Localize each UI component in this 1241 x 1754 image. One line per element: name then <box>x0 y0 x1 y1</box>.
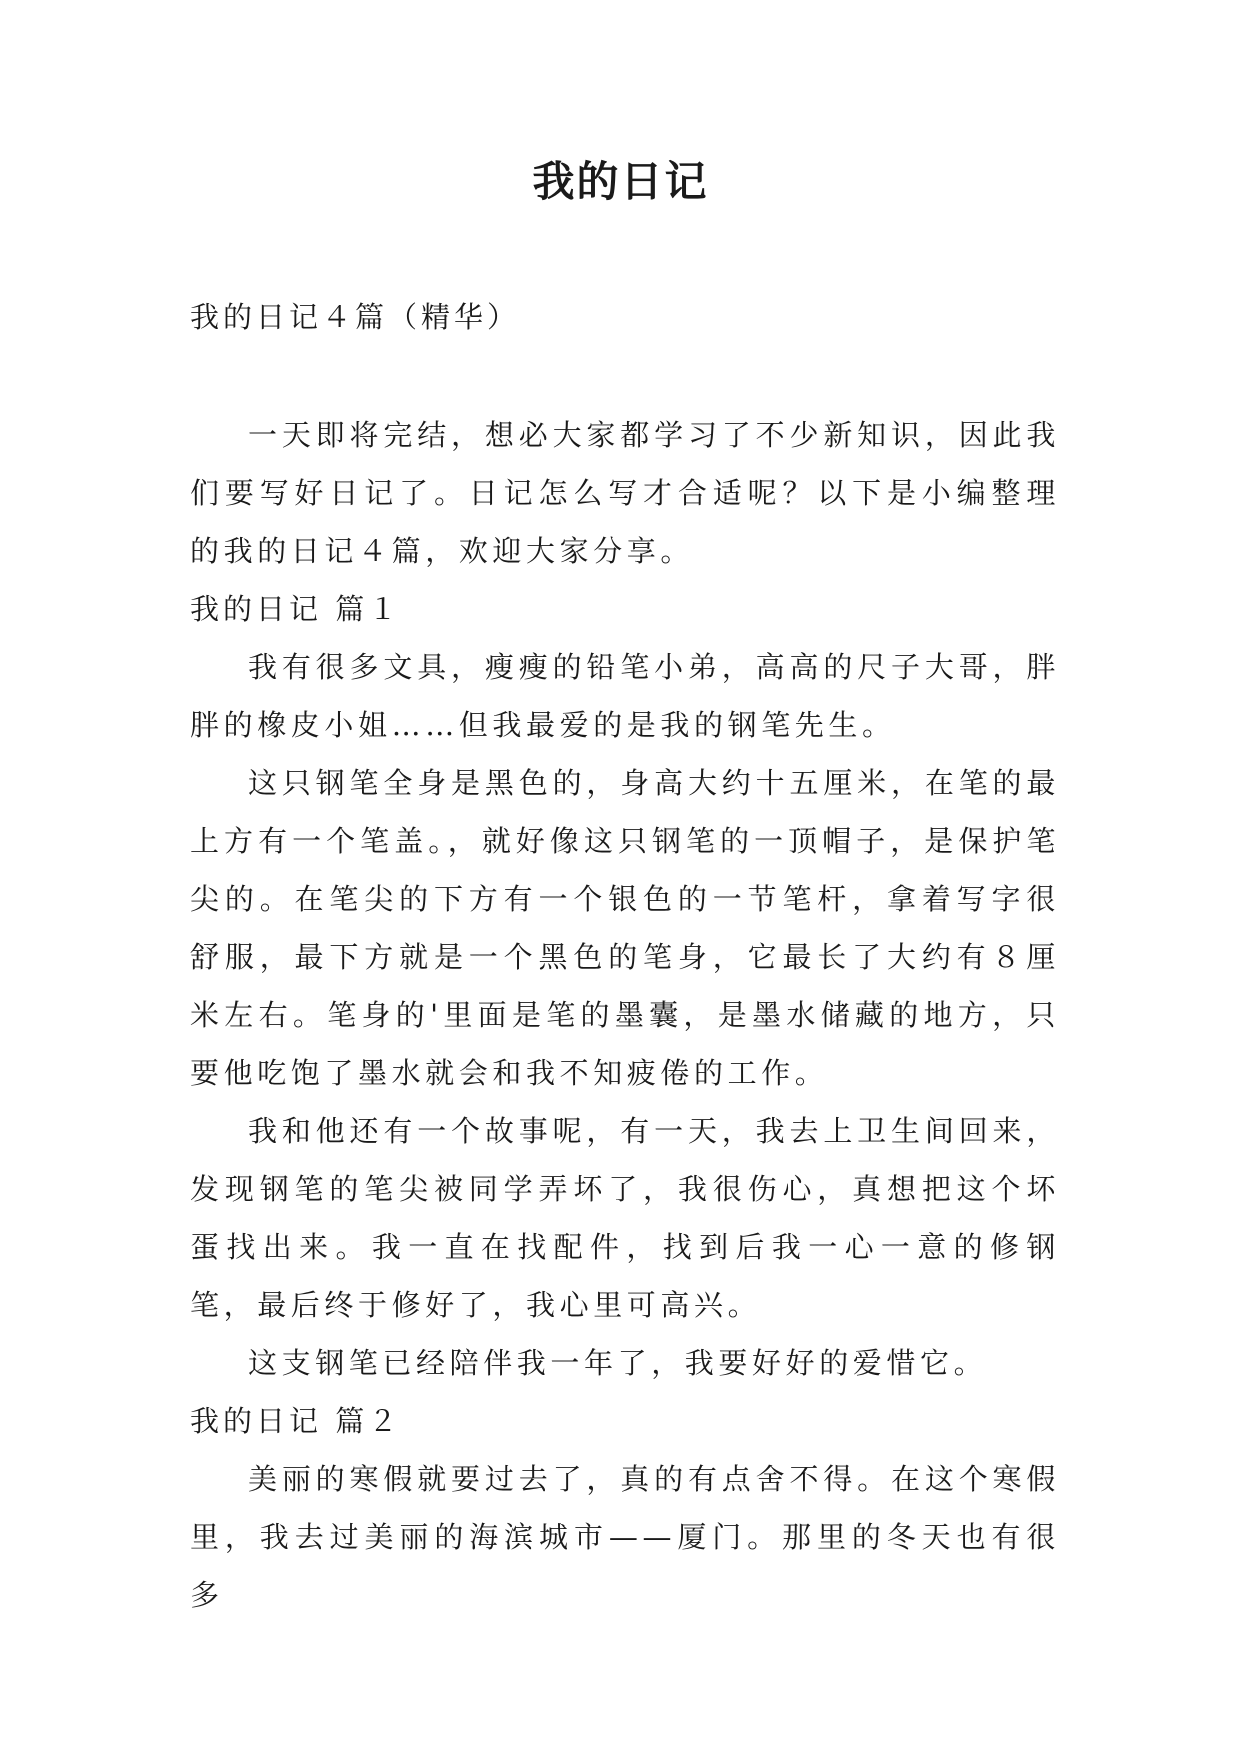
intro-paragraph: 一天即将完结，想必大家都学习了不少新知识，因此我们要写好日记了。日记怎么写才合适呢？以下是小编整理的我的日记４篇，欢迎大家分享。 <box>190 418 1060 568</box>
paragraph: 我和他还有一个故事呢，有一天，我去上卫生间回来，发现钢笔的笔尖被同学弄坏了，我很伤心，真想把这个坏蛋找出来。我一直在找配件，找到后我一心一意的修钢笔，最后终于修好了，我心里可高兴。 <box>190 1114 1060 1322</box>
paragraph: 这只钢笔全身是黑色的，身高大约十五厘米，在笔的最上方有一个笔盖。，就好像这只钢笔的一顶帽子，是保护笔尖的。在笔尖的下方有一个银色的一节笔杆，拿着写字很舒服，最下方就是一个黑色的笔身，它最长了大约有８厘米左右。笔身的'里面是笔的墨囊，是墨水储藏的地方，只要他吃饱了墨水就会和我不知疲倦的工作。 <box>190 766 1060 1090</box>
section-1 <box>190 580 1060 1392</box>
paragraph: 美丽的寒假就要过去了，真的有点舍不得。在这个寒假里，我去过美丽的海滨城市——厦门。那里的冬天也有很多 <box>190 1462 1060 1612</box>
section-heading: 我的日记 篇１ <box>190 592 402 626</box>
document-subtitle: 我的日记４篇（精华） <box>190 300 521 334</box>
document-body <box>190 288 1060 1624</box>
paragraph: 我有很多文具，瘦瘦的铅笔小弟，高高的尺子大哥，胖胖的橡皮小姐……但我最爱的是我的钢笔先生。 <box>190 650 1060 742</box>
paragraph: 这支钢笔已经陪伴我一年了，我要好好的爱惜它。 <box>248 1346 988 1380</box>
document-title: 我的日记 <box>532 157 709 206</box>
section-heading: 我的日记 篇２ <box>190 1404 402 1438</box>
section-2 <box>190 1392 1060 1624</box>
